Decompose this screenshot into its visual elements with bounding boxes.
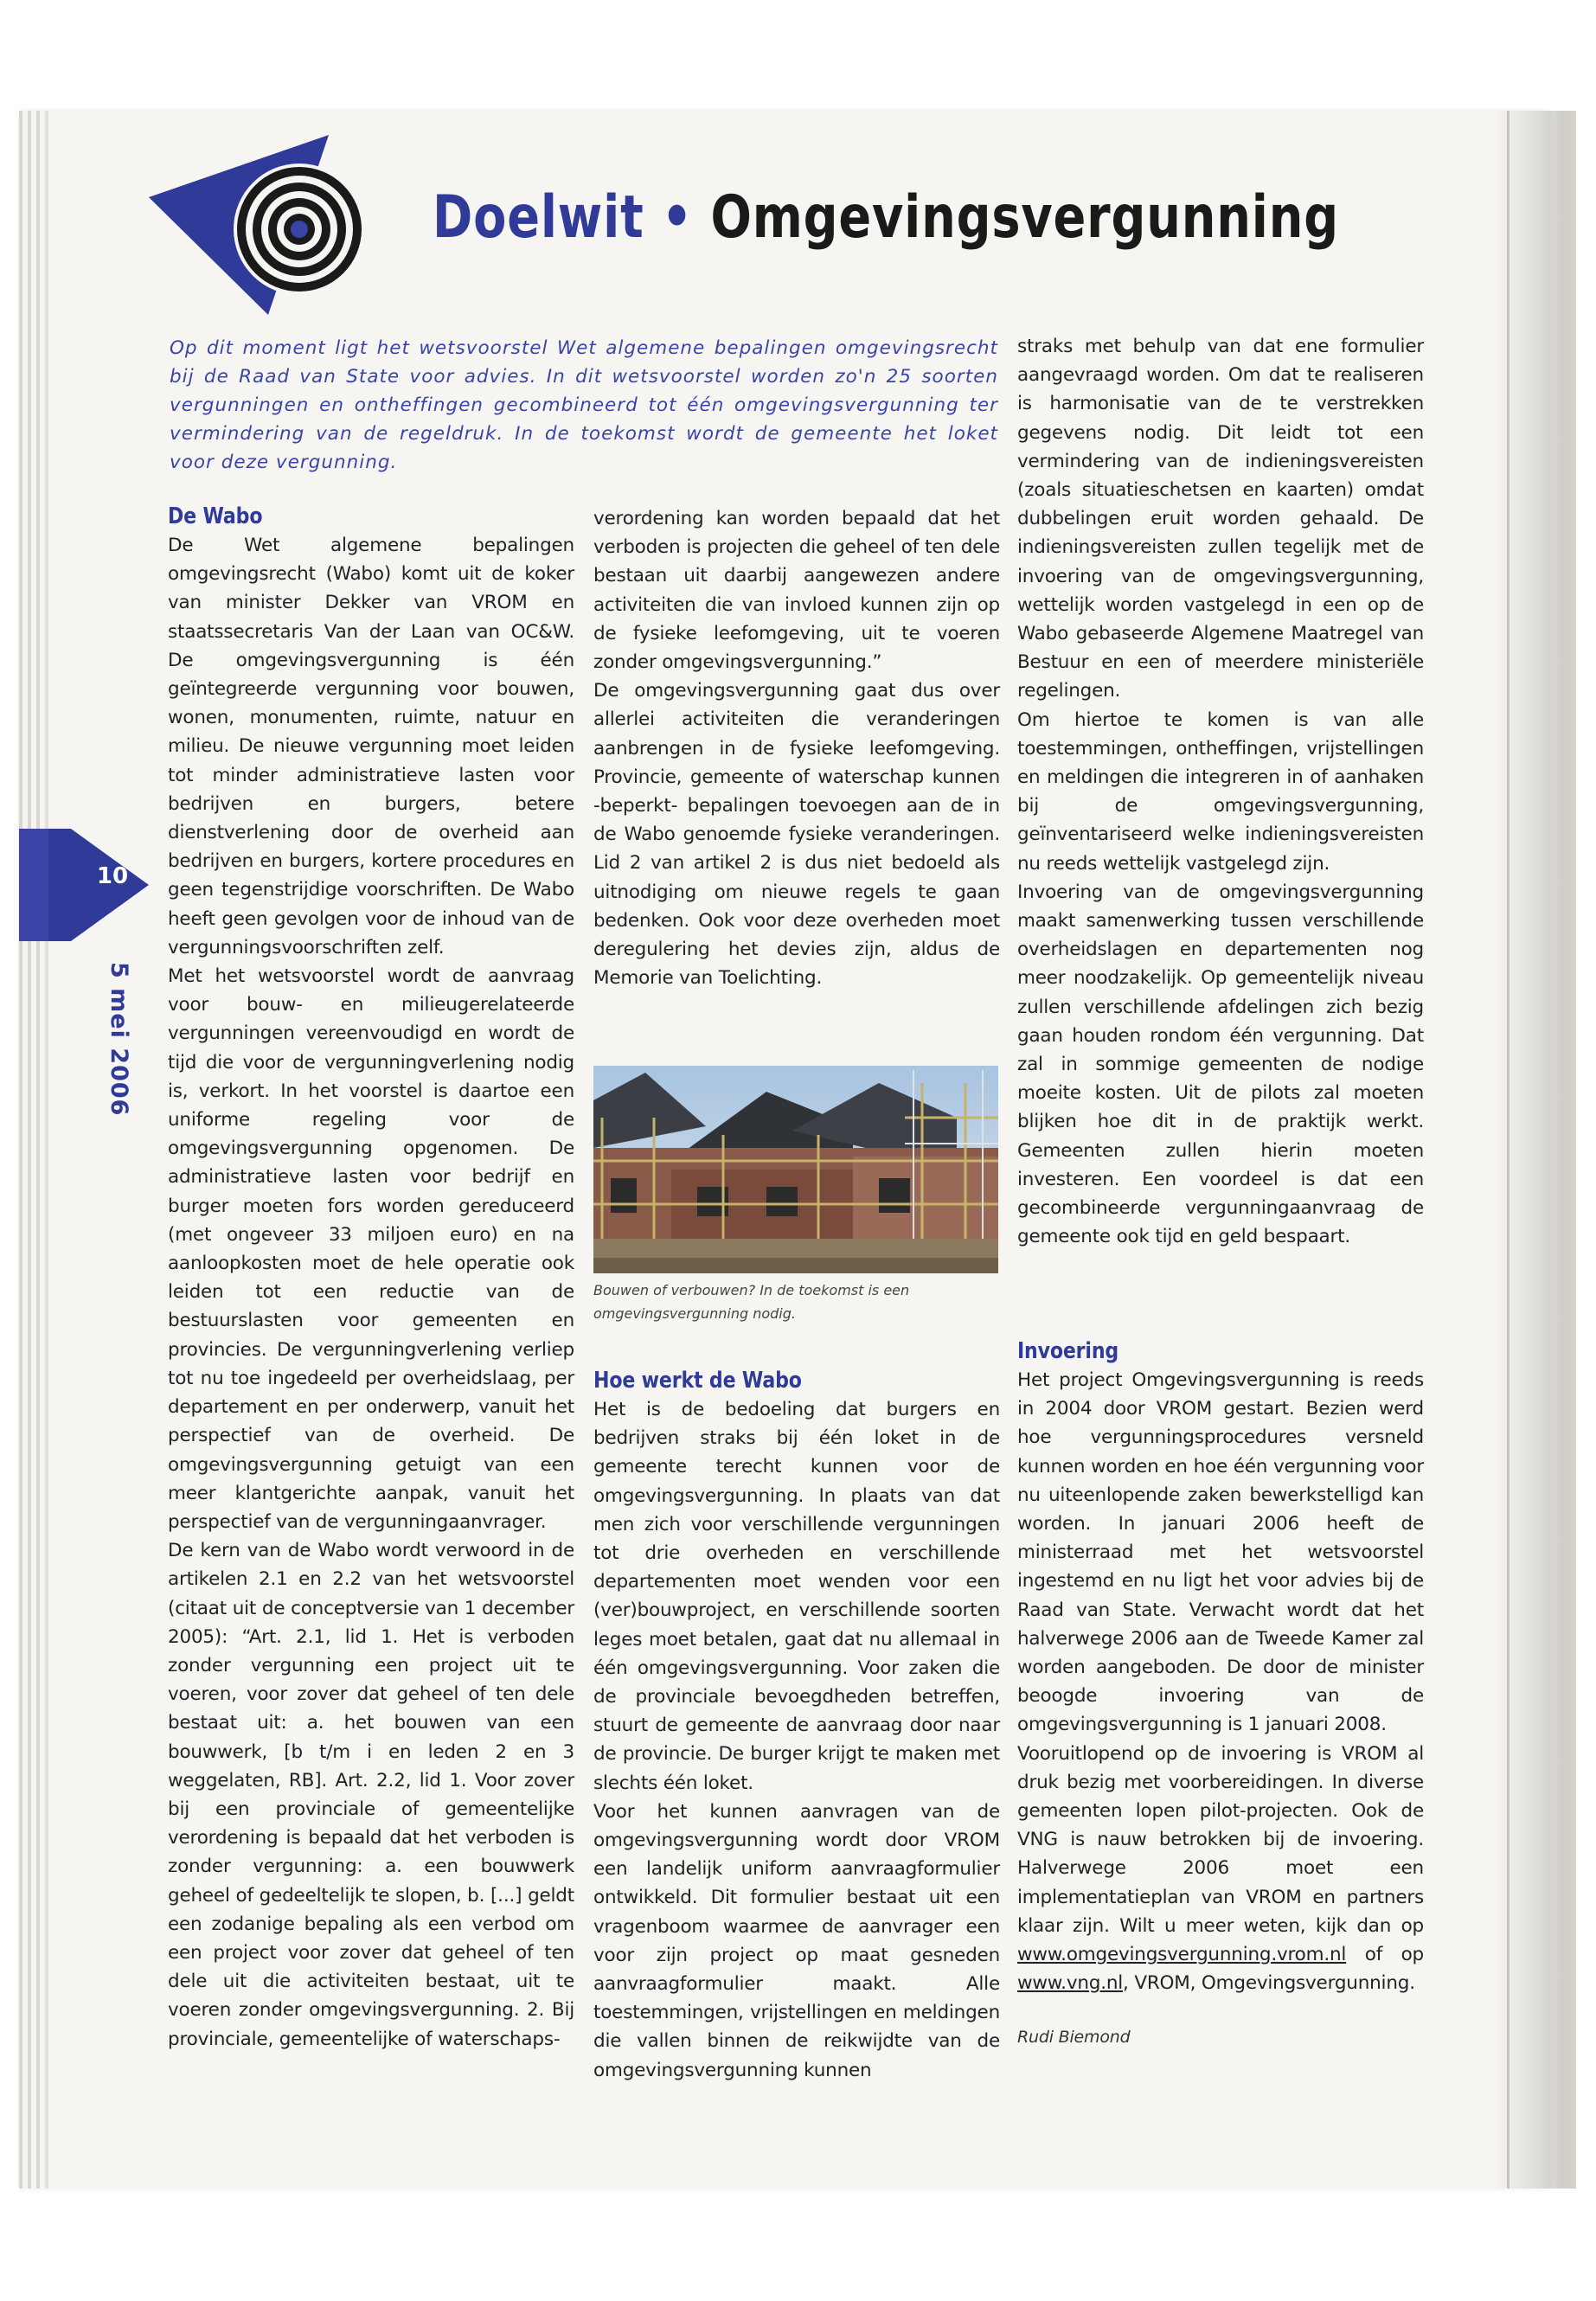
issue-date: 5 mei 2006 [106,962,132,1117]
paragraph: De Wet algemene bepalingen omgevingsrecht (Wabo) komt uit de koker van minister Dekker van VROM en staatssecretaris Van der Laan van OC&W. De omgevingsvergunning is één geïntegreerde vergunning voor bouwen, wonen, monumenten, ruimte, natuur en milieu. De nieuwe vergunning moet leiden tot minder administratieve lasten voor bedrijven en burgers, betere dienstverlening door de overheid aan bedrijven en burgers, kortere procedures en geen tegenstrijdige voorschriften. De Wabo heeft geen gevolgen voor de inhoud van de vergunningsvoorschriften zelf. [168,535,574,958]
title-sub: Omgevingsvergunning [710,183,1339,252]
page-edge [45,111,48,2189]
paragraph: Het is de bedoeling dat burgers en bedrijven straks bij één loket in de gemeente terecht kunnen voor de omgevingsvergunning. In plaats van dat men zich voor verschillende vergunningen tot drie overheden en verschillende departementen moet wenden voor een (ver)bouwproject, en verschillende soorten leges moet betalen, gaat dat nu allemaal in één omgevingsvergunning. Voor zaken die de provinciale bevoegdheden betreffen, stuurt de gemeente de aanvraag door naar de provincie. De burger krijgt te maken met slechts één loket. [593,1399,1000,1794]
paragraph: Invoering van de omgevingsvergunning maakt samenwerking tussen verschillende overheidslagen en departementen nog meer noodzakelijk. Op gemeentelijk niveau zullen verschillende afdelingen zich bezig gaan houden rondom één vergunning. Dat zal in sommige gemeenten de nodige moeite kosten. Uit de pilots zal moeten blijken hoe dit in de praktijk werkt. Gemeenten zullen hierin moeten investeren. Een voordeel is dat een gecombineerde vergunningaanvraag de gemeente ook tijd en geld bespaart. [1017,881,1424,1248]
construction-photo [593,1066,998,1273]
paragraph: De omgevingsvergunning gaat dus over allerlei activiteiten die veranderingen aanbrengen in de fysieke leefomgeving. Provincie, gemeente of waterschap kunnen -beperkt- bepalingen toevoegen aan de in de Wabo genoemde fysieke veranderingen. Lid 2 van artikel 2 is dus niet bedoeld als uitnodiging om nieuwe regels te gaan bedenken. Ook voor deze overheden moet deregulering het devies zijn, aldus de Memorie van Toelichting. [593,680,1000,990]
binding-shadow [1493,111,1576,2189]
paragraph: Voor het kunnen aanvragen van de omgevingsvergunning wordt door VROM een landelijk uniform aanvraagformulier ontwikkeld. Dit formulier bestaat uit een vragenboom waarmee de aanvrager een voor zijn project op maat gesneden aanvraagformulier maakt. Alle toestemmingen, vrijstellingen en meldingen die vallen binnen de reikwijdte van de omgevingsvergunning kunnen [593,1800,1000,2081]
column-2-lower [593,1366,1000,2085]
binding-line [1507,111,1509,2189]
author-signature: Rudi Biemond [1017,2028,1131,2048]
paragraph: verordening kan worden bepaald dat het verboden is projecten die geheel of ten dele bestaan uit daarbij aangewezen andere activiteiten die van invloed kunnen zijn op de fysieke leefomgeving, uit te voeren zonder omgevingsvergunning.” [593,508,1000,674]
page-number: 10 [96,863,129,889]
column-3 [1017,332,1424,1252]
paragraph: De kern van de Wabo wordt verwoord in de artikelen 2.1 en 2.2 van het wetsvoorstel (citaat uit de conceptversie van 1 december 2005): “Art. 2.1, lid 1. Het is verboden zonder vergunning een project uit te voeren, voor zover dat geheel of ten dele bestaat uit: a. het bouwen van een bouwwerk, [b t/m i en leden 2 en 3 weggelaten, RB]. Art. 2.2, lid 1. Voor zover bij een provinciale of gemeentelijke verordening is bepaald dat het verboden is zonder vergunning: a. een bouwwerk geheel of gedeeltelijk te slopen, b. [...] geldt een zodanige bepaling als een verbod om een project voor zover dat geheel of ten dele uit die activiteiten bestaat, uit te voeren zonder omgevingsvergunning. 2. Bij provinciale, gemeentelijke of waterschaps- [168,1540,574,2050]
column-3-lower [1017,1336,1424,2053]
intro-paragraph: Op dit moment ligt het wetsvoorstel Wet algemene bepalingen omgevingsrecht bij de Raad van State voor advies. In dit wetsvoorstel worden zo'n 25 soorten vergunningen en ontheffingen gecombineerd tot één omgevingsvergunning ter vermindering van de regeldruk. In de toekomst wordt de gemeente het loket voor deze vergunning. [170,337,998,473]
target-logo-icon [147,130,407,320]
paragraph: Het project Omgevingsvergunning is reeds in 2004 door VROM gestart. Bezien werd hoe vergunningsprocedures versneld kunnen worden en hoe één vergunning voor nu uiteenlopende zaken bewerkstelligd kan worden. In januari 2006 heeft de ministerraad met het wetsvoorstel ingestemd en nu ligt het voor advies bij de Raad van State. Verwacht wordt dat het halverwege 2006 aan de Tweede Kamer zal worden aangeboden. De door de minister beoogde invoering van de omgevingsvergunning is 1 januari 2008. [1017,1369,1424,1736]
section-heading-invoering: Invoering [1017,1338,1119,1364]
section-heading-hoe-werkt: Hoe werkt de Wabo [593,1368,802,1394]
paragraph: straks met behulp van dat ene formulier aangevraagd worden. Om dat te realiseren is harmonisatie van de te verstrekken gegevens nodig. Dit leidt tot een vermindering van de indieningsvereisten (zoals situatieschetsen en kaarten) omdat dubbelingen eruit worden gehaald. De indieningsvereisten zullen tegelijk met de invoering van de omgevingsvergunning, wettelijk worden vastgelegd in een op de Wabo gebaseerde Algemene Maatregel van Bestuur en een of meerdere ministeriële regelingen. [1017,336,1424,702]
text: Vooruitlopend op de invoering is VROM al druk bezig met voorbereidingen. In diverse gemeenten lopen pilot-projecten. Ook de VNG is nauw betrokken bij de invoering. Halverwege 2006 moet een implementatieplan van VROM en partners klaar zijn. Wilt u meer weten, kijk dan op [1017,1742,1424,1937]
title-main: Doelwit [433,183,644,252]
paragraph: Met het wetsvoorstel wordt de aanvraag voor bouw- en milieugerelateerde vergunningen vereenvoudigd en wordt de tijd die voor de vergunningverlening nodig is, verkort. In het voorstel is daartoe een uniforme regeling voor de omgevingsvergunning opgenomen. De administratieve lasten voor bedrijf en burger moeten fors worden gereduceerd (met ongeveer 33 miljoen euro) en na aanloopkosten moet de hele operatie ook leiden tot een reductie van de bestuurslasten voor gemeenten en provincies. De vergunningverlening verliep tot nu toe ingedeeld per overheidslaag, per departement en per onderwerp, vanuit het perspectief van de overheid. De omgevingsvergunning getuigt van een meer klantgerichte aanpak, vanuit het perspectief van de vergunningaanvrager. [168,965,574,1533]
link-omgevingsvergunning[interactable]: www.omgevingsvergunning.vrom.nl [1017,1944,1347,1966]
column-1 [168,502,574,2054]
page-edge [28,111,31,2189]
page-edge [36,111,40,2189]
page-edge [19,111,22,2189]
link-vng[interactable]: www.vng.nl [1017,1972,1124,1995]
photo-caption: Bouwen of verbouwen? In de toekomst is een omgevingsvergunning nodig. [593,1282,910,1322]
paragraph: Om hiertoe te komen is van alle toestemmingen, ontheffingen, vrijstellingen en meldingen die integreren in of aanhaken bij de omgevingsvergunning, geïnventariseerd welke indieningsvereisten nu reeds wettelijk vastgelegd zijn. [1017,708,1424,875]
section-heading-wabo: De Wabo [168,503,263,529]
title-separator: • [661,183,694,252]
text: , VROM, Omgevingsvergunning. [1123,1972,1415,1995]
page-title [433,183,1339,253]
column-2 [593,504,1000,992]
paragraph [1017,1740,1424,1998]
text: of op [1346,1944,1424,1966]
